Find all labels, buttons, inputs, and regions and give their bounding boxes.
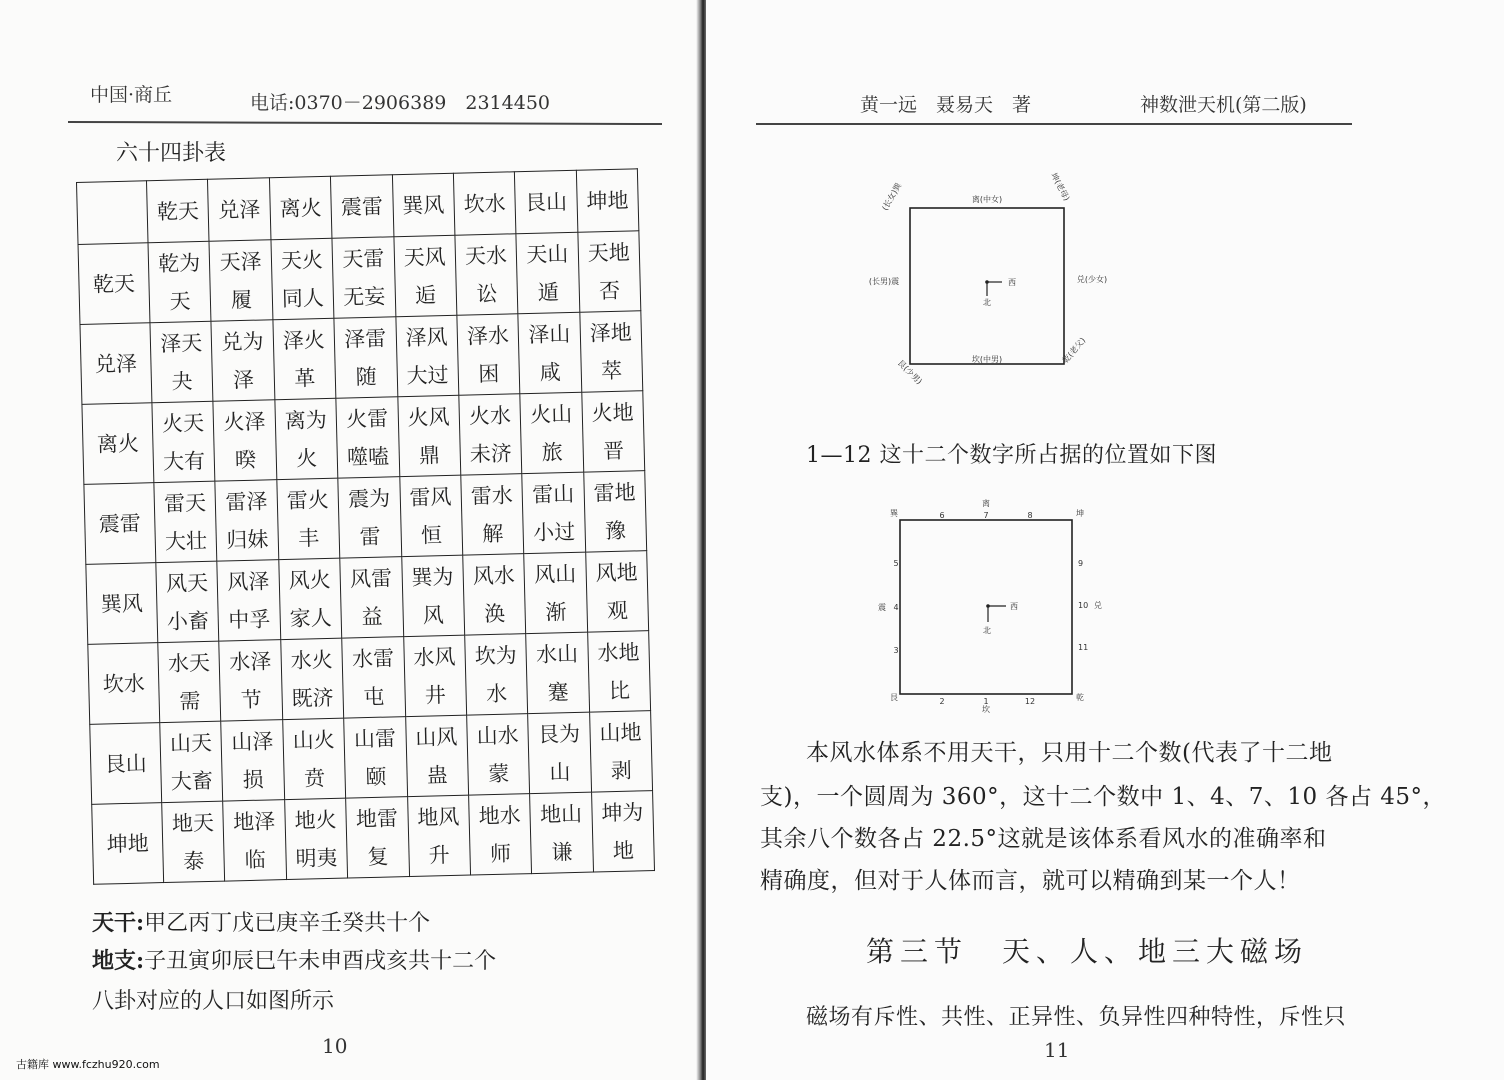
hexagram-name-bottom: 萃: [600, 358, 623, 383]
bagua-label-top: 离(中女): [971, 195, 1003, 204]
hexagram-cell: [522, 472, 585, 553]
number-12: 12: [1024, 697, 1036, 706]
column-header: 乾天: [146, 179, 209, 242]
hexagram-name-top: 天风: [403, 244, 446, 270]
bagua-label-top-right: 坤(老母): [1049, 171, 1072, 203]
hexagram-cell: [215, 480, 278, 561]
hexagram-name-bottom: 大有: [162, 448, 206, 474]
hexagram-name-bottom: 屯: [363, 684, 385, 709]
hexagram-cell: [336, 397, 399, 478]
hexagram-name-bottom: 大壮: [164, 528, 208, 554]
hexagram-name-top: 地雷: [355, 805, 399, 831]
hexagram-cell: [461, 474, 524, 555]
hexagram-name-bottom: 益: [361, 604, 383, 629]
hexagram-name-bottom: 噬嗑: [346, 443, 390, 469]
hexagram-cell: [340, 557, 403, 638]
number-8: 8: [1027, 511, 1033, 520]
hexagram-name-bottom: 小畜: [166, 608, 210, 634]
hexagram-cell: [405, 715, 468, 796]
hexagram-name-bottom: 豫: [604, 518, 627, 543]
hexagram-cell: [468, 794, 531, 875]
hexagram-name-top: 地水: [478, 802, 521, 828]
hexagram-cell: [152, 401, 215, 482]
hexagram-name-bottom: 晋: [602, 438, 625, 463]
hexagram-name-top: 离为: [284, 407, 328, 433]
hexagram-name-top: 泽山: [528, 321, 571, 347]
bagua-label-bottom: 坎(中男): [971, 355, 1003, 364]
numbers-square: [900, 520, 1072, 694]
hexagram-cell: [407, 795, 470, 876]
hexagram-name-top: 水泽: [229, 648, 272, 674]
row-header: 兑泽: [80, 323, 152, 405]
hexagram-name-bottom: 无妄: [342, 283, 386, 310]
hexagram-name-bottom: 剥: [610, 758, 633, 783]
table-row: [90, 711, 653, 805]
bagua-label-bottom-right: 乾(老父): [1060, 335, 1088, 365]
hexagram-name-bottom: 夬: [171, 368, 193, 394]
hexagram-name-top: 雷风: [409, 484, 452, 510]
column-header: 离火: [269, 176, 332, 239]
hexagram-name-top: 雷地: [593, 479, 636, 505]
number-10: 10: [1078, 601, 1089, 610]
table-row: [92, 791, 655, 885]
hexagram-name-bottom: 大畜: [170, 768, 214, 794]
hexagram-name-bottom: 明夷: [295, 845, 338, 871]
hexagram-name-bottom: 丰: [297, 525, 320, 551]
hexagram-name-bottom: 咸: [539, 359, 562, 385]
hexagram-cell: [275, 398, 338, 479]
hexagram-name-bottom: 既济: [291, 685, 334, 711]
hexagram-name-bottom: 困: [478, 361, 500, 386]
hexagram-name-top: 水天: [167, 650, 211, 676]
hexagram-name-bottom: 同人: [281, 285, 325, 311]
number-3: 3: [893, 646, 899, 655]
hexagram-name-bottom: 履: [230, 287, 253, 312]
hexagram-cell: [150, 321, 213, 402]
hexagram-name-top: 泽地: [589, 319, 632, 345]
numbers-corner-tr: 坤: [1076, 509, 1084, 518]
hexagram-name-bottom: 谦: [551, 839, 573, 865]
hexagram-name-bottom: 需: [179, 688, 201, 714]
header-authors: 黄一远 聂易天 著: [860, 94, 1032, 116]
hexagram-name-top: 天地: [587, 239, 630, 266]
hexagram-name-top: 风天: [165, 570, 209, 596]
left-page: [0, 0, 700, 1080]
hexagram-name-bottom: 节: [240, 687, 263, 712]
hexagram-name-bottom: 火: [295, 445, 318, 471]
hexagram-name-top: 地风: [417, 804, 460, 830]
hexagram-cell: [530, 792, 593, 873]
hexagram-name-top: 水山: [535, 641, 579, 667]
row-header: 艮山: [90, 723, 162, 805]
hexagram-cell: [271, 238, 334, 319]
hexagram-name-bottom: 蹇: [547, 679, 569, 705]
hexagram-name-top: 山地: [599, 719, 642, 745]
hexagram-cell: [518, 312, 581, 393]
hexagram-cell: [583, 471, 646, 552]
number-5: 5: [893, 559, 899, 568]
hexagram-name-top: 泽雷: [343, 325, 387, 351]
hexagram-name-bottom: 水: [485, 681, 508, 706]
para-line-4: 精确度，但对于人体而言，就可以精确到某一个人！: [760, 868, 1301, 894]
hexagram-name-top: 雷火: [286, 487, 330, 513]
bagua-label-left: (长男)震: [868, 277, 900, 286]
hexagram-name-top: 雷泽: [225, 488, 268, 514]
hexagram-name-top: 泽风: [405, 324, 448, 350]
numbers-north: 北: [983, 626, 991, 635]
numbers-corner-tl: 巽: [890, 509, 898, 518]
hexagram-name-top: 风水: [472, 562, 516, 588]
hexagram-name-bottom: 大过: [406, 362, 449, 388]
hexagram-name-bottom: 归妹: [226, 526, 269, 552]
number-1: 1: [983, 697, 989, 706]
body-last-line: 磁场有斥性、共性、正异性、负异性四种特性，斥性只: [806, 1005, 1347, 1030]
hexagram-table: [76, 168, 655, 885]
hexagram-name-top: 火水: [468, 402, 512, 428]
hexagram-name-top: 雷山: [531, 481, 575, 507]
hexagram-name-top: 天火: [280, 247, 324, 273]
table-row: [78, 231, 641, 325]
hexagram-name-bottom: 否: [598, 278, 621, 303]
hexagram-cell: [162, 801, 225, 882]
hexagram-cell: [154, 481, 217, 562]
hexagram-cell: [219, 640, 282, 721]
hexagram-cell: [587, 631, 650, 712]
hexagram-name-bottom: 恒: [420, 522, 443, 548]
row-header: 坎水: [88, 643, 160, 725]
number-9: 9: [1078, 559, 1084, 568]
hexagram-name-top: 山火: [292, 727, 335, 753]
para-line-1: 本风水体系不用天干，只用十二个数(代表了十二地: [806, 740, 1333, 766]
hexagram-name-top: 坎为: [474, 642, 518, 668]
hexagram-name-top: 地火: [294, 807, 337, 833]
hexagram-name-top: 泽火: [282, 327, 326, 353]
diagram-caption: 1—12 这十二个数字所占据的位置如下图: [806, 443, 1217, 468]
hexagram-name-top: 天雷: [341, 245, 385, 272]
hexagram-name-top: 泽水: [466, 322, 510, 348]
hexagram-name-bottom: 旅: [541, 439, 563, 465]
hexagram-name-bottom: 渐: [545, 599, 567, 625]
hexagram-cell: [213, 400, 276, 481]
right-page: [706, 0, 1504, 1080]
hexagram-cell: [217, 560, 280, 641]
table-row: [84, 471, 647, 565]
hexagram-name-bottom: 蒙: [487, 761, 510, 786]
hexagram-name-bottom: 师: [489, 841, 512, 866]
numbers-diagram: [866, 490, 1126, 730]
hexagram-name-top: 风雷: [349, 565, 393, 591]
hexagram-cell: [284, 798, 347, 879]
hexagram-cell: [277, 478, 340, 559]
hexagram-name-bottom: 山: [549, 759, 571, 785]
bagua-diagram: [846, 168, 1136, 398]
hexagram-name-top: 艮为: [537, 721, 581, 747]
hexagram-name-bottom: 颐: [365, 764, 387, 789]
numbers-label-left: 震: [878, 603, 886, 612]
column-header: 坎水: [453, 172, 516, 235]
numbers-origin: [986, 604, 990, 608]
hexagram-name-bottom: 中孚: [228, 606, 271, 632]
hexagram-cell: [401, 555, 464, 636]
hexagram-cell: [457, 314, 520, 395]
note-tiangan-label: 天干:: [92, 910, 145, 936]
hexagram-name-top: 山风: [415, 724, 458, 750]
hexagram-name-bottom: 蛊: [426, 762, 449, 788]
hexagram-name-top: 风山: [533, 561, 577, 587]
hexagram-name-top: 天水: [464, 242, 508, 269]
hexagram-name-top: 水风: [413, 644, 456, 670]
hexagram-name-bottom: 未济: [469, 440, 513, 466]
bagua-origin: [985, 280, 989, 284]
hexagram-cell: [332, 237, 395, 318]
row-header: 巽风: [86, 563, 158, 645]
hexagram-name-top: 山天: [169, 730, 213, 756]
hexagram-cell: [221, 720, 284, 801]
hexagram-name-top: 水雷: [351, 645, 395, 671]
hexagram-cell: [280, 638, 343, 719]
page-number-right: 11: [1044, 1038, 1070, 1062]
hexagram-cell: [273, 318, 336, 399]
numbers-corner-bl: 艮: [890, 693, 898, 702]
hexagram-cell: [585, 551, 648, 632]
header-rule: [68, 121, 662, 125]
hexagram-name-bottom: 泰: [183, 848, 205, 874]
hexagram-name-bottom: 小过: [532, 519, 576, 545]
bagua-label-top-left: (长女)巽: [880, 181, 904, 213]
hexagram-name-bottom: 革: [294, 365, 316, 391]
hexagram-name-bottom: 涣: [483, 601, 506, 626]
hexagram-name-bottom: 遁: [537, 279, 560, 305]
number-4: 4: [893, 603, 899, 612]
hexagram-name-top: 水火: [290, 647, 333, 673]
hexagram-cell: [393, 235, 456, 316]
hexagram-name-bottom: 复: [367, 844, 389, 869]
numbers-west: 西: [1010, 602, 1018, 611]
hexagram-name-top: 风泽: [227, 568, 270, 594]
bagua-north: 北: [983, 298, 991, 307]
hexagram-name-bottom: 井: [424, 682, 447, 708]
hexagram-cell: [467, 714, 530, 795]
numbers-label-top: 离: [982, 499, 990, 508]
note-bagua: 八卦对应的人口如图所示: [92, 989, 335, 1014]
hexagram-cell: [211, 320, 274, 401]
hexagram-name-top: 火天: [161, 410, 205, 436]
hexagram-name-bottom: 损: [242, 767, 264, 792]
hexagram-cell: [463, 554, 526, 635]
hexagram-cell: [209, 240, 272, 321]
header-phone: 电话:0370－2906389 2314450: [250, 92, 550, 114]
table-row: [80, 311, 643, 405]
hexagram-cell: [334, 317, 397, 398]
hexagram-name-top: 火泽: [223, 408, 266, 434]
table-row: [86, 551, 649, 645]
hexagram-name-bottom: 随: [355, 364, 377, 389]
hexagram-name-bottom: 天: [169, 288, 191, 314]
table-corner: [77, 181, 148, 245]
section-title: 第三节 天、人、地三大磁场: [866, 935, 1309, 968]
hexagram-cell: [282, 718, 345, 799]
numbers-corner-br: 乾: [1076, 693, 1084, 702]
column-header: 震雷: [331, 175, 394, 238]
hexagram-name-top: 地天: [171, 810, 215, 836]
row-header: 震雷: [84, 483, 156, 565]
hexagram-cell: [158, 641, 221, 722]
hexagram-name-top: 地山: [539, 801, 583, 827]
header-rule-right: [756, 123, 1352, 125]
hexagram-name-top: 火地: [591, 399, 634, 425]
hexagram-cell: [279, 558, 342, 639]
hexagram-cell: [342, 637, 405, 718]
hexagram-name-top: 山雷: [353, 725, 397, 751]
numbers-label-right: 兑: [1094, 601, 1102, 610]
hexagram-cell: [589, 711, 652, 792]
number-6: 6: [939, 511, 945, 520]
hexagram-name-top: 天泽: [219, 248, 262, 275]
bagua-label-bottom-left: 艮(少男): [895, 358, 924, 387]
row-header: 乾天: [78, 243, 150, 325]
number-7: 7: [983, 511, 989, 520]
header-book-title: 神数泄天机(第二版): [1140, 94, 1307, 116]
hexagram-cell: [223, 800, 286, 881]
hexagram-cell: [346, 797, 409, 878]
hexagram-name-top: 泽天: [159, 330, 203, 356]
hexagram-cell: [397, 395, 460, 476]
header-location: 中国·商丘: [90, 84, 173, 106]
hexagram-cell: [344, 717, 407, 798]
hexagram-cell: [156, 561, 219, 642]
column-header: 坤地: [576, 169, 639, 232]
hexagram-name-top: 山水: [476, 722, 519, 748]
hexagram-name-top: 水地: [597, 639, 640, 665]
hexagram-name-top: 雷水: [470, 482, 514, 508]
table-title: 六十四卦表: [116, 141, 227, 166]
hexagram-name-top: 风地: [595, 559, 638, 585]
hexagram-cell: [399, 475, 462, 556]
hexagram-name-bottom: 家人: [289, 605, 332, 631]
hexagram-cell: [520, 392, 583, 473]
hexagram-name-bottom: 风: [422, 602, 445, 628]
hexagram-name-top: 风火: [288, 567, 332, 593]
hexagram-name-top: 火风: [407, 404, 450, 430]
para-line-2: 支)，一个圆周为 360°，这十二个数中 1、4、7、10 各占 45°，: [760, 784, 1447, 810]
row-header: 离火: [82, 403, 154, 485]
hexagram-cell: [516, 232, 579, 313]
hexagram-name-top: 火山: [529, 401, 573, 427]
hexagram-name-bottom: 讼: [476, 281, 498, 306]
hexagram-cell: [395, 315, 458, 396]
hexagram-name-top: 雷天: [163, 490, 207, 516]
hexagram-name-top: 地泽: [232, 808, 276, 834]
hexagram-cell: [465, 634, 528, 715]
hexagram-name-top: 兑为: [221, 328, 264, 354]
table-row: [88, 631, 651, 725]
column-header: 兑泽: [208, 178, 271, 241]
hexagram-name-bottom: 贲: [303, 765, 326, 791]
hexagram-name-bottom: 观: [606, 598, 629, 623]
hexagram-cell: [148, 241, 211, 322]
hexagram-name-top: 乾为: [157, 250, 201, 276]
hexagram-name-top: 山泽: [230, 728, 274, 754]
hexagram-cell: [455, 234, 518, 315]
note-tiangan: [92, 906, 430, 937]
hexagram-name-top: 巽为: [411, 564, 454, 590]
note-dizhi: [92, 944, 496, 975]
hexagram-name-top: 天山: [526, 241, 569, 267]
hexagram-name-bottom: 暌: [234, 447, 257, 472]
table-row: [82, 391, 645, 485]
hexagram-name-bottom: 逅: [414, 282, 437, 308]
hexagram-cell: [160, 721, 223, 802]
hexagram-cell: [581, 391, 644, 472]
column-header: 艮山: [515, 170, 578, 233]
note-dizhi-text: 子丑寅卯辰巳午未申酉戌亥共十二个: [144, 949, 497, 974]
row-header: 坤地: [92, 803, 164, 885]
hexagram-cell: [528, 712, 591, 793]
hexagram-name-bottom: 升: [428, 842, 451, 868]
hexagram-name-top: 震为: [347, 485, 391, 511]
note-dizhi-label: 地支:: [92, 948, 145, 974]
number-2: 2: [939, 697, 945, 706]
hexagram-name-bottom: 解: [481, 521, 504, 546]
numbers-label-bottom: 坎: [982, 705, 990, 714]
hexagram-name-bottom: 比: [608, 678, 631, 703]
hexagram-cell: [579, 311, 642, 392]
hexagram-name-bottom: 鼎: [418, 442, 441, 468]
hexagram-cell: [403, 635, 466, 716]
hexagram-name-bottom: 雷: [359, 524, 381, 549]
note-tiangan-text: 甲乙丙丁戊已庚辛壬癸共十个: [144, 911, 431, 936]
hexagram-name-top: 坤为: [601, 799, 644, 825]
hexagram-cell: [524, 552, 587, 633]
column-header: 巽风: [392, 173, 455, 236]
bagua-label-right: 兑(少女): [1076, 275, 1108, 284]
hexagram-name-top: 火雷: [345, 405, 389, 431]
hexagram-cell: [578, 231, 641, 312]
hexagram-cell: [591, 791, 654, 872]
para-line-3: 其余八个数各占 22.5°这就是该体系看风水的准确率和: [760, 826, 1327, 852]
hexagram-name-bottom: 泽: [232, 367, 255, 392]
hexagram-cell: [459, 394, 522, 475]
page-number-left: 10: [322, 1034, 348, 1058]
hexagram-name-bottom: 地: [612, 838, 635, 863]
number-11: 11: [1078, 643, 1089, 652]
bagua-west: 西: [1008, 278, 1016, 287]
hexagram-cell: [338, 477, 401, 558]
hexagram-name-bottom: 临: [244, 847, 266, 872]
hexagram-cell: [526, 632, 589, 713]
watermark: 古籍库 www.fczhu920.com: [16, 1058, 160, 1071]
